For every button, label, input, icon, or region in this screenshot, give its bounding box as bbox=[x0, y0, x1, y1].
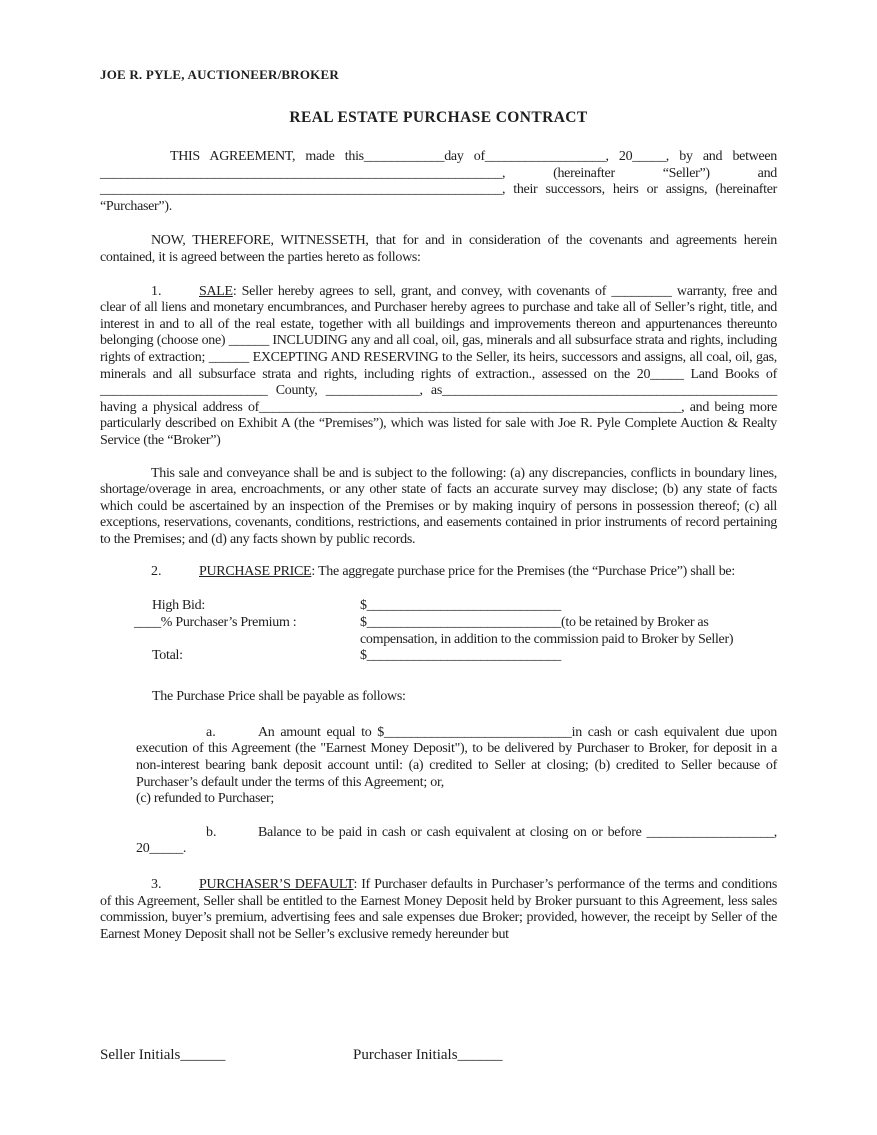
section-2-body: : The aggregate purchase price for the Premises (the “Purchase Price”) shall be: bbox=[311, 564, 735, 580]
payment-item-b bbox=[136, 825, 777, 858]
price-value-high-bid: $_____________________________ bbox=[360, 598, 562, 614]
section-3-number: 3. bbox=[151, 877, 162, 892]
seller-initials-line: Seller Initials______ bbox=[100, 1047, 226, 1063]
purchaser-initials-line: Purchaser Initials______ bbox=[353, 1047, 503, 1063]
item-b-letter: b. bbox=[206, 824, 217, 840]
section-1-heading: SALE bbox=[199, 283, 233, 299]
section-2-number: 2. bbox=[151, 564, 162, 580]
item-b-paragraph bbox=[136, 825, 777, 858]
section-1-sale bbox=[100, 284, 777, 450]
item-a-body: An amount equal to $____________________________in cash or cash equivalent due upon execution of this Agreement (the "Earnest Money Deposit"), to be delivered by Purchaser to Broker, for deposit in a non-interest bearing bank deposit account until: (a) credited to Seller at closing; (b) credited to Seller because of Purchaser’s default under the terms of this Agreement; or, bbox=[136, 724, 777, 790]
witnesseth-paragraph: NOW, THEREFORE, WITNESSETH, that for and in consideration of the covenants and agreements herein contained, it is agreed between the parties hereto as follows: bbox=[100, 233, 777, 265]
price-label-total: Total: bbox=[152, 648, 183, 664]
payable-line: The Purchase Price shall be payable as follows: bbox=[152, 689, 406, 705]
section-1-number: 1. bbox=[151, 283, 162, 299]
section-2-heading: PURCHASE PRICE bbox=[199, 564, 312, 580]
broker-header: JOE R. PYLE, AUCTIONEER/BROKER bbox=[100, 67, 339, 82]
subject-paragraph: This sale and conveyance shall be and is subject to the following: (a) any discrepancies, conflicts in boundary lines, shortage/overage in area, encroachments, or any other state of facts an accurate survey may disclose; (b) any state of facts which could be ascertained by an inspection of the Premises or by making inquiry of persons in possession thereof; (c) all exceptions, reservations, covenants, conditions, restrictions, and easements contained in prior instruments of record pertaining to the Premises; and (d) any facts shown by public records. bbox=[100, 465, 777, 547]
item-b-body: Balance to be paid in cash or cash equivalent at closing on or before ___________________, 20_____. bbox=[136, 824, 777, 857]
section-3-body: : If Purchaser defaults in Purchaser’s performance of the terms and conditions of this Agreement, Seller shall be entitled to the Earnest Money Deposit held by Broker pursuant to this Agreement, less sales commission, buyer’s premium, advertising fees and sale expenses due Broker; provided, however, the receipt by Seller of the Earnest Money Deposit shall not be Seller’s exclusive remedy hereunder but bbox=[100, 877, 777, 942]
page-content bbox=[100, 67, 777, 943]
item-a-tail: (c) refunded to Purchaser; bbox=[136, 791, 274, 807]
price-value-purchasers-premium: $_____________________________(to be retained by Broker as compensation, in addition to the commission paid to Broker by Seller) bbox=[360, 614, 734, 647]
price-table bbox=[134, 598, 777, 665]
section-3-purchasers-default bbox=[100, 877, 777, 943]
price-label-purchasers-premium: ____% Purchaser’s Premium : bbox=[134, 614, 297, 630]
section-2-purchase-price bbox=[100, 564, 777, 581]
payment-item-a bbox=[136, 725, 777, 808]
price-label-high-bid: High Bid: bbox=[152, 598, 205, 614]
initials-footer bbox=[100, 1047, 777, 1064]
item-a-letter: a. bbox=[206, 724, 216, 740]
section-3-heading: PURCHASER’S DEFAULT bbox=[199, 877, 354, 892]
section-1-body: : Seller hereby agrees to sell, grant, and convey, with covenants of _________ warranty, free and clear of all liens and monetary encumbrances, and Purchaser hereby agrees to purchase and take all of Seller’s right, title, and interest in and to all of the real estate, together with all buildings and improvements thereon and appurtenances thereunto belonging (choose one) ______ INCLUDING any and all coal, oil, gas, minerals and all subsurface strata and rights, including rights of extraction; ______ EXCEPTING AND RESERVING to the Seller, its heirs, successors and assigns, all coal, oil, gas, minerals and all subsurface strata and rights, including rights of extraction., assessed on the 20_____ Land Books of _________________________ County, ______________, as__________________________________________________ having a physical address of_______________________________________________________________, and being more particularly described on Exhibit A (the “Premises”), which was listed for sale with Joe R. Pyle Complete Auction & Realty Service (the “Broker”) bbox=[100, 283, 777, 448]
item-a-paragraph bbox=[136, 725, 777, 791]
intro-paragraph: THIS AGREEMENT, made this____________day of__________________, 20_____, by and between ____________________________________________________________, (hereinafter “Seller”) and ____________________________________________________________, their successors, heirs or assigns, (hereinafter “Purchaser”). bbox=[100, 149, 777, 214]
price-value-total: $_____________________________ bbox=[360, 648, 562, 664]
contract-title: REAL ESTATE PURCHASE CONTRACT bbox=[289, 109, 588, 126]
